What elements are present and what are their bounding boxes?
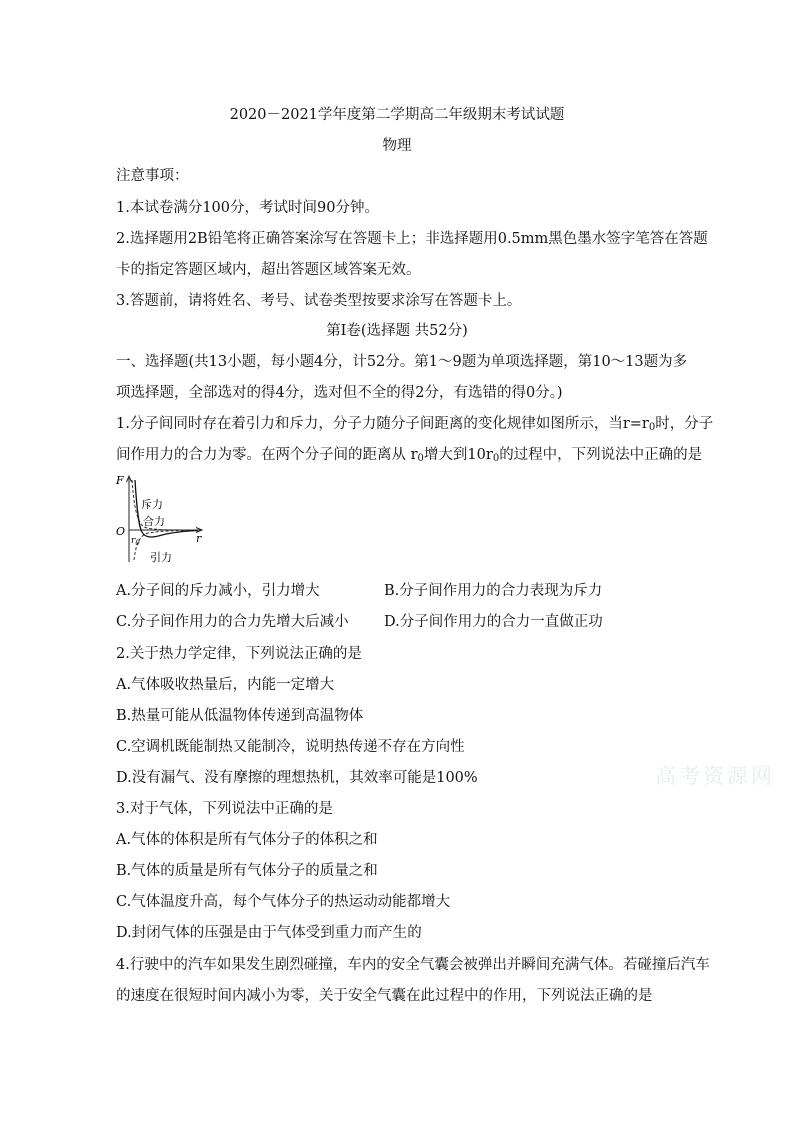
q2-option-a: A.气体吸收热量后，内能一定增大 [116,677,335,693]
notes-heading: 注意事项： [116,168,189,184]
q3-option-b: B.气体的质量是所有气体分子的质量之和 [116,863,378,879]
q1-option-b: B.分子间作用力的合力表现为斥力 [384,583,603,599]
q3-option-c: C.气体温度升高，每个气体分子的热运动动能都增大 [116,894,451,910]
q1-option-a: A.分子间的斥力减小，引力增大 [116,583,320,599]
note-item-2: 2.选择题用2B铅笔将正确答案涂写在答题卡上；非选择题用0.5mm黑色墨水签字笔答在答题 [116,231,708,247]
q1-option-d: D.分子间作用力的合力一直做正功 [384,614,603,630]
label-attraction: 引力 [150,551,172,564]
exam-title: 2020－2021学年度第二学期高二年级期末考试试题 [229,107,565,123]
q2-option-c: C.空调机既能制热又能制冷，说明热传递不存在方向性 [116,739,465,755]
origin-label: O [116,525,126,538]
section-title: 第Ⅰ卷(选择题 共52分) [326,323,468,339]
note-item-1: 1.本试卷满分100分，考试时间90分钟。 [116,200,379,216]
note-item-2-cont: 卡的指定答题区域内，超出答题区域答案无效。 [116,262,421,278]
axis-label-r: r [196,532,202,545]
exam-subject: 物理 [382,138,412,154]
q2-option-b: B.热量可能从低温物体传递到高温物体 [116,708,364,724]
q3-stem: 3.对于气体，下列说法中正确的是 [116,801,333,817]
molecular-force-figure [112,472,208,568]
section-intro-line1: 一、选择题(共13小题，每小题4分，计52分。第1～9题为单项选择题，第10～13题为多 [116,354,688,370]
q1-stem-line1: 1.分子间同时存在着引力和斥力，分子力随分子间距离的变化规律如图所示，当$r=r_0$时，分子 [116,416,714,433]
q2-stem: 2.关于热力学定律，下列说法正确的是 [116,646,362,662]
axis-label-f: F [116,474,124,487]
watermark: 高考资源网 [655,764,775,788]
q4-stem-line1: 4.行驶中的汽车如果发生剧烈碰撞，车内的安全气囊会被弹出并瞬间充满气体。若碰撞后汽车 [116,957,710,973]
q3-option-a: A.气体的体积是所有气体分子的体积之和 [116,832,378,848]
section-intro-line2: 项选择题，全部选对的得4分，选对但不全的得2分，有选错的得0分。) [116,385,563,401]
label-net-force: 合力 [143,515,165,528]
q1-option-c: C.分子间作用力的合力先增大后减小 [116,614,349,630]
q2-option-d: D.没有漏气、没有摩擦的理想热机，其效率可能是100% [116,770,478,786]
force-distance-graph [112,472,208,568]
r0-label: $r_0$ [131,536,140,547]
note-item-3: 3.答题前，请将姓名、考号、试卷类型按要求涂写在答题卡上。 [116,293,522,309]
label-repulsion: 斥力 [141,498,163,511]
q3-option-d: D.封闭气体的压强是由于气体受到重力而产生的 [116,925,422,941]
q4-stem-line2: 的速度在很短时间内减小为零，关于安全气囊在此过程中的作用，下列说法正确的是 [116,988,653,1004]
q1-stem-line2: 间作用力的合力为零。在两个分子间的距离从 $r_0$增大到$10r_0$的过程中，下列说法中正确的是 [116,447,703,464]
